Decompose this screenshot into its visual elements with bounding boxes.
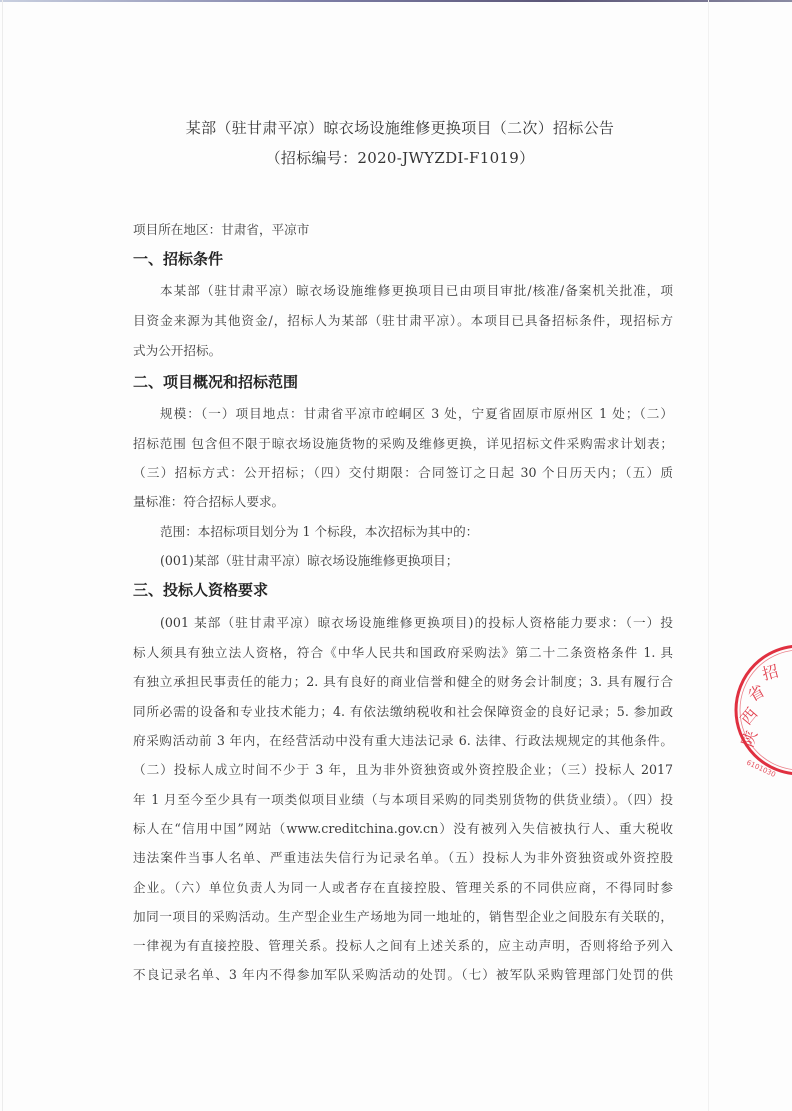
paragraph-line: 本某部（驻甘肃平凉）晾衣场设施维修更换项目已由项目审批/核准/备案机关批准，项	[160, 283, 673, 298]
paragraph-line: (001 某部（驻甘肃平凉）晾衣场设施维修更换项目)的投标人资格能力要求：（一）投	[160, 615, 673, 630]
paragraph-line: 规模：（一）项目地点：甘肃省平凉市崆峒区 3 处，宁夏省固原市原州区 1 处；（二）	[160, 406, 673, 421]
tender-number: （招标编号：2020-JWYZDI-F1019）	[265, 149, 535, 167]
paragraph-line: 标人须具有独立法人资格，符合《中华人民共和国政府采购法》第二十二条资格条件 1. 具	[133, 645, 673, 660]
paragraph-line: 违法案件当事人名单、严重违法失信行为记录名单。（五）投标人为非外资独资或外资控股	[133, 850, 673, 865]
scan-top-edge	[0, 0, 792, 2]
paragraph-line: （二）投标人成立时间不少于 3 年，且为非外资独资或外资控股企业；（三）投标人 2017	[133, 762, 673, 777]
paragraph-line: 量标准：符合招标人要求。	[133, 494, 285, 509]
paragraph-line: 加同一项目的采购活动。生产型企业生产场地为同一地址的，销售型企业之间股东有关联的，	[133, 909, 673, 924]
project-region: 项目所在地区：甘肃省，平凉市	[133, 222, 310, 237]
paragraph-line: 府采购活动前 3 年内，在经营活动中没有重大违法记录 6. 法律、行政法规规定的其他条件。	[133, 733, 673, 748]
seal-number: 6101030	[745, 758, 777, 779]
paragraph-line: 有独立承担民事责任的能力；2. 具有良好的商业信誉和健全的财务会计制度；3. 具有履行合	[133, 674, 673, 689]
paragraph-line: 目资金来源为其他资金/，招标人为某部（驻甘肃平凉）。本项目已具备招标条件，现招标方	[133, 313, 673, 328]
paragraph-line: (001)某部（驻甘肃平凉）晾衣场设施维修更换项目；	[160, 553, 459, 568]
paragraph-line: 同所必需的设备和专业技术能力；4. 有依法缴纳税收和社会保障资金的良好记录；5. 参加政	[133, 704, 673, 719]
seal-text: 招	[760, 661, 781, 684]
seal-text: 陕	[737, 727, 762, 750]
paragraph-line: （三）招标方式：公开招标；（四）交付期限：合同签订之日起 30 个日历天内；（五）质	[133, 465, 673, 480]
paragraph-line: 年 1 月至今至少具有一项类似项目业绩（与本项目采购的同类别货物的供货业绩）。（四）投	[133, 792, 673, 807]
seal-text: 西	[736, 704, 762, 729]
section-heading-1: 一、招标条件	[133, 250, 224, 268]
seal-text: 省	[744, 681, 768, 706]
paragraph-line: 标人在“信用中国”网站（www.creditchina.gov.cn）没有被列入失信被执行人、重大税收	[133, 821, 673, 836]
paragraph-line: 范围：本招标项目划分为 1 个标段，本次招标为其中的：	[160, 524, 479, 539]
page-fold-line	[708, 0, 709, 1111]
paragraph-line: 企业。（六）单位负责人为同一人或者存在直接控股、管理关系的不同供应商，不得同时参	[133, 880, 673, 895]
official-seal-stamp	[730, 640, 792, 780]
scan-left-edge	[2, 0, 3, 1111]
paragraph-line: 式为公开招标。	[133, 343, 222, 358]
section-heading-2: 二、项目概况和招标范围	[133, 373, 299, 391]
paragraph-line: 不良记录名单、3 年内不得参加军队采购活动的处罚。（七）被军队采购管理部门处罚的供	[133, 967, 673, 982]
section-heading-3: 三、投标人资格要求	[133, 581, 269, 599]
paragraph-line: 一律视为有直接控股、管理关系。投标人之间有上述关系的，应主动声明，否则将给予列入	[133, 938, 673, 953]
document-title: 某部（驻甘肃平凉）晾衣场设施维修更换项目（二次）招标公告	[185, 119, 615, 137]
paragraph-line: 招标范围 包含但不限于晾衣场设施货物的采购及维修更换，详见招标文件采购需求计划表；	[133, 436, 673, 451]
